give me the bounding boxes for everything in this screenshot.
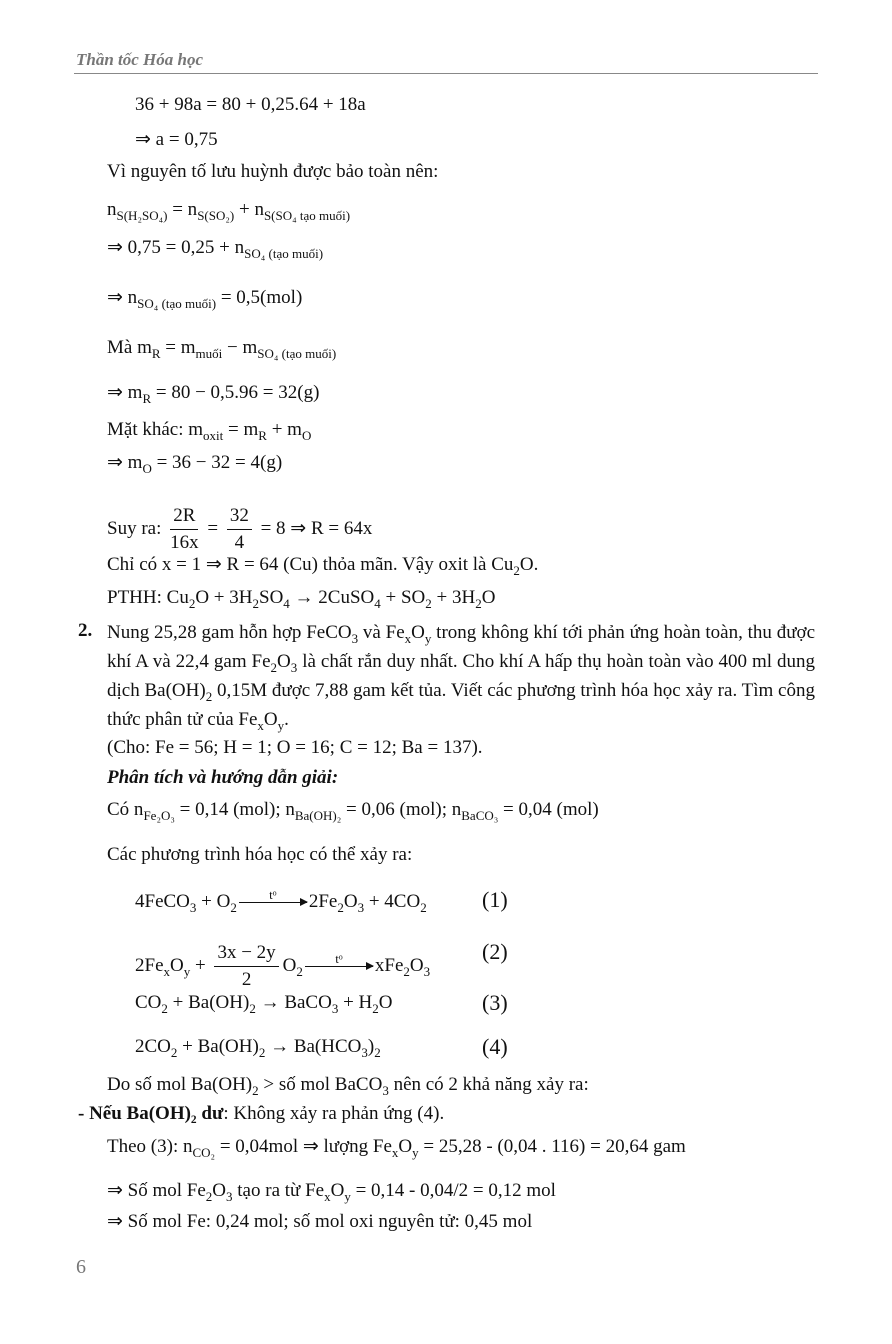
problem-number: 2.	[78, 620, 93, 641]
text-line	[107, 1073, 589, 1097]
text-run: → Ba(HCO	[265, 1036, 362, 1057]
subscript: x	[324, 1189, 331, 1204]
subscript: 2	[296, 963, 303, 979]
text-run: + Ba(OH)	[177, 1036, 259, 1057]
text-run: = m	[223, 419, 259, 440]
text-line	[107, 418, 311, 442]
text-run: > số mol BaCO	[258, 1074, 383, 1095]
subscript: y	[277, 718, 285, 733]
subscript: 2	[403, 963, 410, 979]
text-run: O	[481, 587, 496, 608]
text-run: )	[367, 1036, 375, 1057]
subscript: 3	[351, 631, 359, 646]
text-run: O.	[519, 554, 539, 575]
text-line	[135, 128, 218, 152]
text-run: ⇒ Số mol Fe	[107, 1180, 206, 1201]
text-line	[107, 1135, 686, 1159]
text-line	[135, 940, 430, 993]
page-number: 6	[76, 1256, 86, 1278]
arrow-line-icon	[239, 902, 307, 903]
text-run: O	[398, 1136, 413, 1157]
text-line	[107, 798, 599, 822]
arrow-spacer	[271, 903, 274, 917]
subscript: 3	[382, 1083, 389, 1098]
subscript: Fe₂O₃	[143, 808, 175, 823]
text-line	[107, 236, 323, 260]
text-run: = 0,04mol ⇒ lượng Fe	[215, 1136, 392, 1157]
text-run: Nung 25,28 gam hỗn hợp FeCO	[107, 622, 352, 643]
text-line	[135, 93, 366, 117]
subscript: x	[404, 631, 412, 646]
text-run: O	[212, 1180, 227, 1201]
text-run: Theo (3): n	[107, 1136, 193, 1157]
text-run: 0,15M được 7,88 gam kết tủa. Viết các phương trình hóa học xảy ra. Tìm công thức phân tử của Fe	[107, 680, 815, 730]
text-run: ⇒ n	[107, 287, 138, 308]
text-line	[107, 586, 495, 610]
subscript: 2	[425, 596, 432, 611]
text-run: Do số mol Ba(OH)	[107, 1074, 253, 1095]
text-run: ⇒ a = 0,75	[135, 129, 218, 150]
text-run: PTHH: Cu	[107, 587, 189, 608]
text-run: + SO	[380, 587, 426, 608]
subscript: 2	[475, 596, 482, 611]
subscript: R	[142, 391, 152, 406]
text-run: = 0,14 - 0,04/2 = 0,12 mol	[350, 1180, 556, 1201]
text-run: Suy ra:	[107, 517, 167, 539]
fraction	[170, 503, 199, 556]
subscript: 4	[283, 596, 290, 611]
subscript: 2	[420, 899, 427, 915]
subscript: y	[412, 1145, 419, 1160]
text-run: = 0,06 (mol); n	[341, 799, 462, 820]
fraction	[214, 940, 278, 993]
text-run: tạo ra từ Fe	[232, 1180, 325, 1201]
equation-number: (2)	[482, 939, 508, 964]
text-run: nên có 2 khả năng xảy ra:	[388, 1074, 589, 1095]
text-run: =	[202, 517, 223, 539]
subscript: 2	[513, 563, 520, 578]
subscript: S(H₂SO₄)	[116, 208, 168, 223]
subscript: x	[163, 963, 170, 979]
analysis-heading: Phân tích và hướng dẫn giải:	[107, 767, 339, 788]
arrow-spacer	[337, 967, 340, 981]
text-line	[107, 451, 282, 475]
text-run: O	[277, 651, 291, 672]
equation-number: (3)	[482, 990, 508, 1015]
subscript: y	[424, 631, 432, 646]
text-run: O	[378, 992, 393, 1013]
subscript: 2	[270, 660, 278, 675]
text-line	[107, 553, 538, 577]
arrow-line-icon	[305, 966, 373, 967]
subscript: x	[257, 718, 264, 733]
subscript: 3	[226, 1189, 233, 1204]
subscript: y	[183, 963, 191, 979]
header-divider	[74, 73, 818, 74]
text-run: CO	[135, 992, 162, 1013]
text-run: O	[263, 709, 278, 730]
subscript: 2	[252, 596, 259, 611]
text-run: + 4CO	[364, 890, 421, 912]
text-run: + O	[196, 890, 231, 912]
text-run: ⇒ m	[107, 452, 143, 473]
text-run: 2Fe	[308, 890, 338, 912]
text-run: : Không xảy ra phản ứng (4).	[223, 1103, 445, 1124]
text-run: Có n	[107, 799, 144, 820]
text-run: Vì nguyên tố lưu huỳnh được bảo toàn nên:	[107, 161, 439, 182]
subscript: 3	[331, 1001, 339, 1016]
text-run: → BaCO	[255, 992, 332, 1013]
subscript: 2	[188, 596, 196, 611]
text-run: +	[190, 954, 211, 976]
text-run: = 80 − 0,5.96 = 32(g)	[151, 382, 320, 403]
text-run: + n	[234, 199, 264, 220]
denominator: 2	[241, 969, 252, 990]
given-values: (Cho: Fe = 56; H = 1; O = 16; C = 12; Ba = 137).	[107, 737, 483, 758]
subscript: 2	[249, 1001, 256, 1016]
subscript: SO₄ (tạo muối)	[137, 296, 217, 311]
subscript: O	[142, 461, 152, 476]
subscript: Ba(OH)₂	[294, 808, 342, 823]
subscript: y	[344, 1189, 351, 1204]
text-run: = 0,5(mol)	[216, 287, 303, 308]
subscript: R	[151, 346, 161, 361]
text-run: = n	[167, 199, 198, 220]
text-run: và Fe	[358, 622, 405, 643]
numerator: 2R	[170, 503, 198, 530]
subscript: SO₄ (tạo muối)	[257, 346, 337, 361]
subscript: S(SO₄ tạo muối)	[263, 208, 351, 223]
subscript: 2	[258, 1045, 266, 1060]
numerator: 3x − 2y	[214, 940, 278, 967]
text-line	[107, 843, 412, 867]
subscript: muối	[195, 346, 223, 361]
subscript: O	[301, 428, 312, 443]
subscript: 3	[361, 1045, 368, 1060]
denominator: 16x	[170, 532, 199, 553]
text-run: ⇒ m	[107, 382, 143, 403]
subscript: CO₂	[192, 1145, 216, 1160]
text-line	[107, 1179, 556, 1203]
bold-text: - Nếu Ba(OH)₂ dư	[78, 1103, 224, 1124]
subscript: 2	[170, 1045, 178, 1060]
subscript: oxit	[203, 428, 224, 443]
text-run: + H	[338, 992, 373, 1013]
reaction-arrow	[239, 888, 307, 917]
subscript: 3	[423, 963, 431, 979]
text-run: 2CO	[135, 1036, 171, 1057]
text-line	[135, 991, 393, 1015]
text-run: Mặt khác: m	[107, 419, 204, 440]
text-run: O	[343, 890, 358, 912]
text-run: trong không khí tới phản ứng hoàn toàn, thu được khí A và 22,4 gam Fe	[107, 622, 815, 672]
reaction-arrow	[305, 952, 373, 981]
subscript: 2	[337, 899, 344, 915]
text-run: Chỉ có x = 1 ⇒ R = 64 (Cu) thỏa mãn. Vậy oxit là Cu	[107, 554, 514, 575]
text-line	[107, 1210, 532, 1234]
text-run: = m	[160, 337, 196, 358]
subscript: 2	[372, 1001, 379, 1016]
subscript: x	[391, 1145, 399, 1160]
text-run: O	[330, 1180, 345, 1201]
text-run: = 36 − 32 = 4(g)	[151, 452, 283, 473]
subscript: 2	[205, 689, 213, 704]
text-run: O	[409, 954, 424, 976]
text-run: ⇒ 0,75 = 0,25 + n	[107, 237, 245, 258]
subscript: 4	[374, 596, 381, 611]
arrow-condition: tᵒ	[335, 951, 343, 966]
subscript: SO₄ (tạo muối)	[244, 246, 324, 261]
fraction	[227, 503, 252, 556]
subscript: 2	[205, 1189, 213, 1204]
subscript: 2	[161, 1001, 168, 1016]
subscript: 3	[357, 899, 365, 915]
text-run: Các phương trình hóa học có thể xảy ra:	[107, 844, 413, 865]
text-run: = 8 ⇒ R = 64x	[255, 517, 373, 539]
denominator: 4	[234, 532, 245, 553]
subscript: R	[258, 428, 267, 443]
equation-number: (4)	[482, 1034, 508, 1059]
text-run: = 25,28 - (0,04 . 116) = 20,64 gam	[418, 1136, 686, 1157]
text-run: O	[282, 954, 297, 976]
subscript: 3	[189, 899, 197, 915]
text-run: → 2CuSO	[289, 587, 375, 608]
text-line	[107, 381, 319, 405]
subscript: 2	[252, 1083, 259, 1098]
text-run: O	[411, 622, 425, 643]
text-run: xFe	[374, 954, 404, 976]
text-run: + 3H	[431, 587, 476, 608]
subscript: 2	[230, 899, 237, 915]
subscript: 3	[290, 660, 298, 675]
running-header: Thần tốc Hóa học	[76, 50, 204, 69]
subscript: BaCO₃	[461, 808, 499, 823]
text-line	[107, 160, 438, 184]
text-line	[135, 888, 427, 917]
text-run: 4FeCO	[135, 890, 190, 912]
text-run: 2Fe	[135, 954, 164, 976]
text-run: 36 + 98a = 80 + 0,25.64 + 18a	[135, 94, 366, 115]
text-run: − m	[222, 337, 258, 358]
text-line	[135, 1035, 381, 1059]
text-line	[107, 336, 336, 360]
text-run: SO	[259, 587, 284, 608]
equation-number: (1)	[482, 887, 508, 912]
text-run: O + 3H	[195, 587, 253, 608]
text-run: .	[284, 709, 289, 730]
numerator: 32	[227, 503, 252, 530]
subscript: S(SO₂)	[197, 208, 235, 223]
subscript: 2	[374, 1045, 381, 1060]
text-run: Mà m	[107, 337, 152, 358]
text-line	[78, 1102, 444, 1126]
text-run: + m	[266, 419, 302, 440]
text-line	[107, 503, 372, 556]
text-run: ⇒ Số mol Fe: 0,24 mol; số mol oxi nguyên tử: 0,45 mol	[107, 1211, 533, 1232]
text-run: = 0,04 (mol)	[498, 799, 599, 820]
arrow-condition: tᵒ	[269, 887, 277, 902]
text-run: là chất rắn duy nhất. Cho khí A hấp thụ hoàn toàn vào 400 ml dung dịch Ba(OH)	[107, 651, 815, 701]
text-run: O	[170, 954, 184, 976]
text-run: = 0,14 (mol); n	[174, 799, 295, 820]
problem-statement	[107, 618, 815, 734]
text-run: + Ba(OH)	[167, 992, 250, 1013]
text-run: n	[107, 199, 117, 220]
text-line	[107, 286, 302, 310]
text-line	[107, 198, 350, 222]
